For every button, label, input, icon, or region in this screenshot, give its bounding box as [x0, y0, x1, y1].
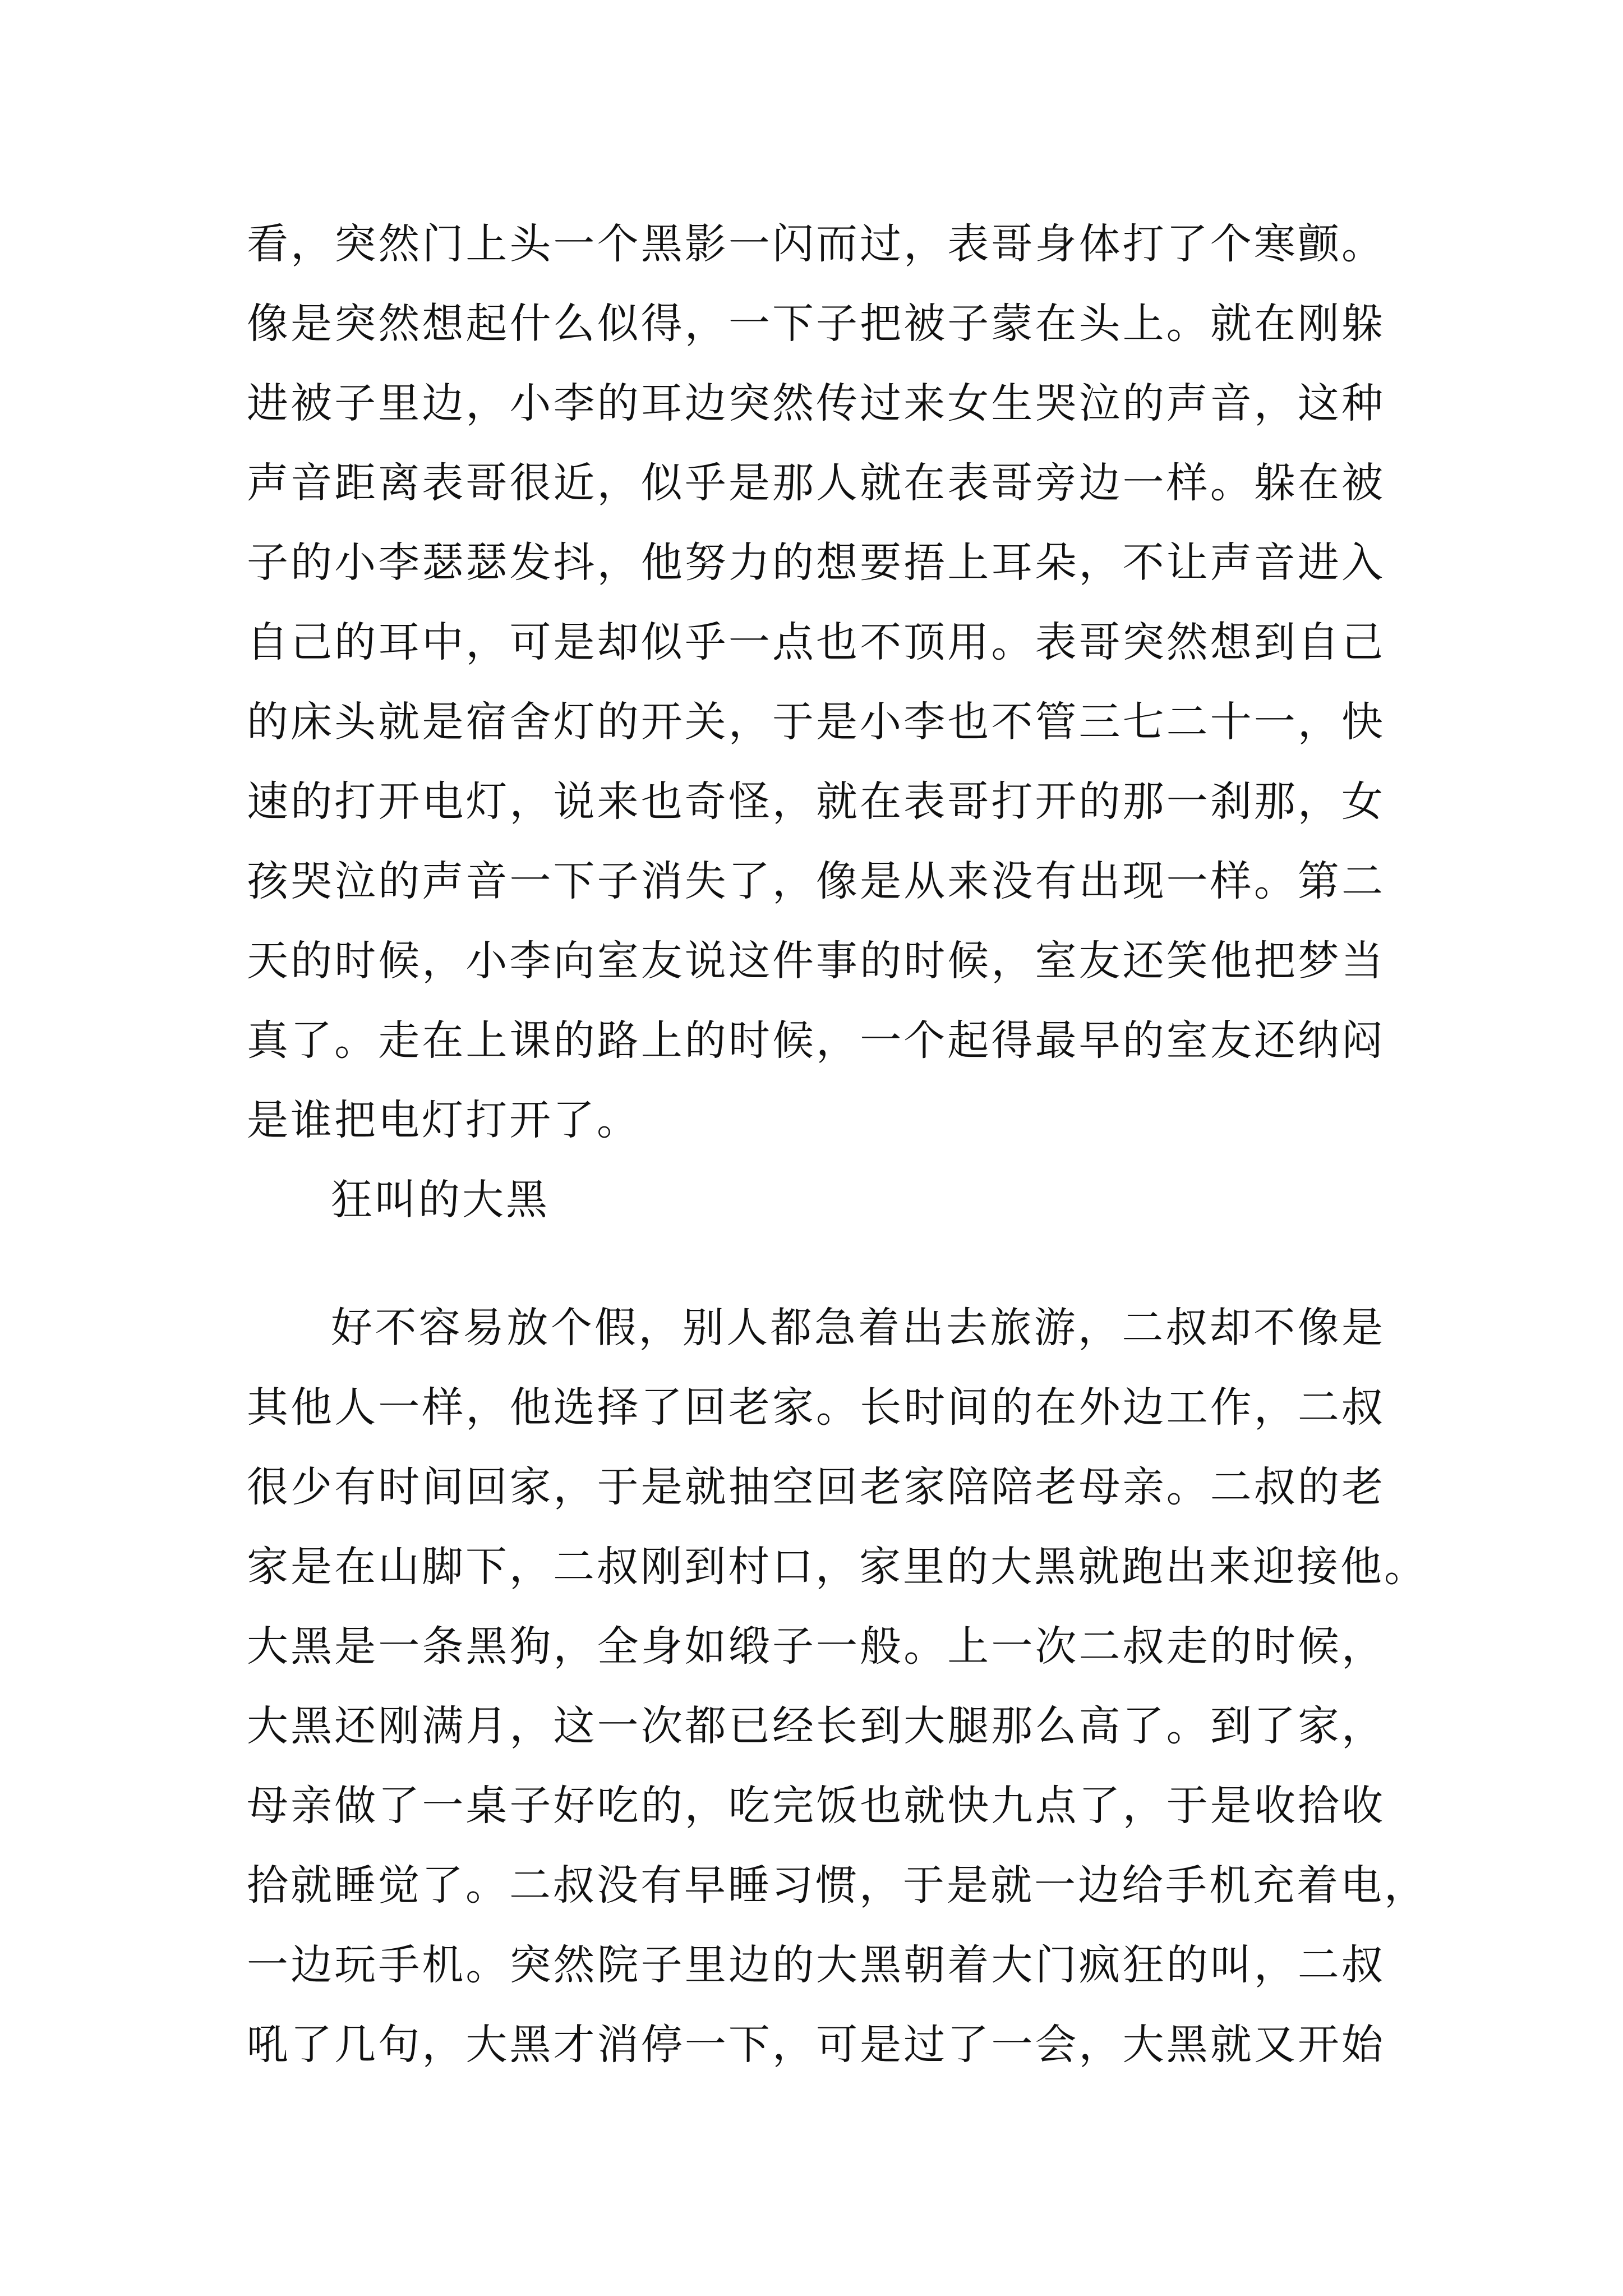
- paragraph-2-line: 家是在山脚下，二叔刚到村口，家里的大黑就跑出来迎接他。: [247, 1543, 1428, 1591]
- paragraph-1-line: 自己的耳中，可是却似乎一点也不顶用。表哥突然想到自己: [247, 618, 1385, 666]
- paragraph-1-line: 声音距离表哥很近，似乎是那人就在表哥旁边一样。躲在被: [247, 459, 1385, 507]
- paragraph-2-line: 很少有时间回家，于是就抽空回老家陪陪老母亲。二叔的老: [247, 1463, 1385, 1511]
- paragraph-2-line: 吼了几句，大黑才消停一下，可是过了一会，大黑就又开始: [247, 2021, 1385, 2069]
- paragraph-1-line: 速的打开电灯，说来也奇怪，就在表哥打开的那一刹那，女: [247, 777, 1385, 826]
- paragraph-1-line: 真了。走在上课的路上的时候，一个起得最早的室友还纳闷: [247, 1016, 1385, 1065]
- paragraph-1-line: 子的小李瑟瑟发抖，他努力的想要捂上耳朵，不让声音进入: [247, 539, 1385, 587]
- paragraph-1-line: 的床头就是宿舍灯的开关，于是小李也不管三七二十一，快: [247, 698, 1385, 746]
- paragraph-2-line: 一边玩手机。突然院子里边的大黑朝着大门疯狂的叫，二叔: [247, 1941, 1385, 1989]
- paragraph-2-line: 大黑还刚满月，这一次都已经长到大腿那么高了。到了家，: [247, 1702, 1385, 1750]
- paragraph-1-line: 进被子里边，小李的耳边突然传过来女生哭泣的声音，这种: [247, 379, 1385, 427]
- paragraph-2-line: 大黑是一条黑狗，全身如缎子一般。上一次二叔走的时候，: [247, 1622, 1385, 1671]
- paragraph-2-line: 母亲做了一桌子好吃的，吃完饭也就快九点了，于是收拾收: [247, 1782, 1385, 1830]
- paragraph-2-line: 拾就睡觉了。二叔没有早睡习惯，于是就一边给手机充着电，: [247, 1861, 1428, 1910]
- paragraph-1-line: 像是突然想起什么似得，一下子把被子蒙在头上。就在刚躲: [247, 300, 1385, 348]
- section-title: 狂叫的大黑: [331, 1176, 550, 1224]
- paragraph-1-line: 看，突然门上头一个黑影一闪而过，表哥身体打了个寒颤。: [247, 220, 1385, 268]
- paragraph-1-line: 是谁把电灯打开了。: [247, 1096, 640, 1144]
- paragraph-2-line: 好不容易放个假，别人都急着出去旅游，二叔却不像是: [331, 1304, 1385, 1352]
- paragraph-1-line: 孩哭泣的声音一下子消失了，像是从来没有出现一样。第二: [247, 857, 1385, 905]
- paragraph-2-line: 其他人一样，他选择了回老家。长时间的在外边工作，二叔: [247, 1383, 1385, 1432]
- paragraph-1-line: 天的时候，小李向室友说这件事的时候，室友还笑他把梦当: [247, 937, 1385, 985]
